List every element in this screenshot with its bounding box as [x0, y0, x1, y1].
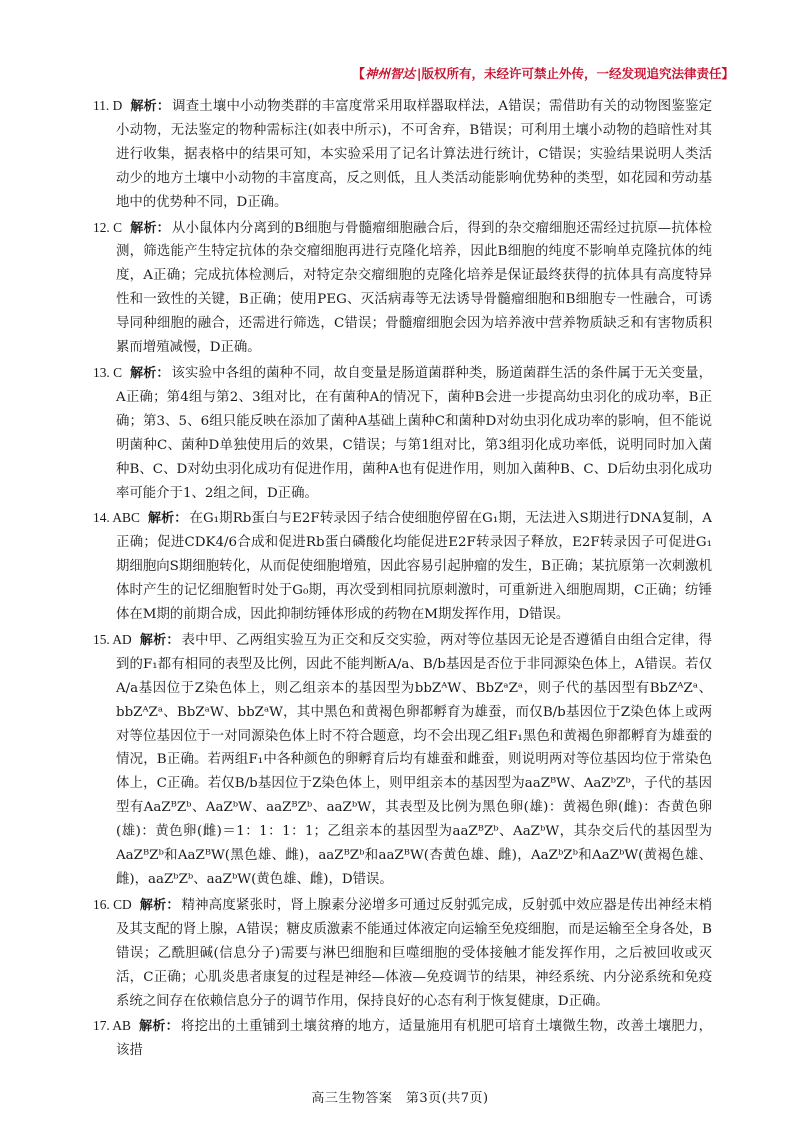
- answer-number: 17. AB: [93, 1018, 131, 1034]
- answer-item-14: [93, 506, 712, 627]
- answer-item-13: [93, 361, 712, 505]
- answer-number: 11. D: [93, 98, 123, 113]
- page-footer: 高三生物答案 第3页(共7页): [311, 1091, 489, 1106]
- logo-divider: |: [416, 66, 422, 81]
- analysis-text: 表中甲、乙两组实验互为正交和反交实验，两对等位基因无论是否遵循自由组合定律，得到的F₁都有相同的表型及比例，因此不能判断A/a、B/b基因是否位于非同源染色体上，A错误。若仅A/a基因位于Z染色体上，则乙组亲本的基因型为bbZᴬW、BbZᵃZᵃ，则子代的基因型有BbZᴬZᵃ、bbZᴬZᵃ、BbZᵃW、bbZᵃW，其中黑色和黄褐色卵都孵育为雄蚕，而仅B/b基因位于Z染色体上或两对等位基因位于一对同源染色体上时不符合题意，均不会出现乙组F₁黑色和黄褐色卵都孵育为雄蚕的情况，B正确。若两组F₁中各种颜色的卵孵育后均有雄蚕和雌蚕，则说明两对等位基因均位于常染色体上，C正确。若仅B/b基因位于Z染色体上，则甲组亲本的基因型为aaZᴮW、AaZᵇZᵇ，子代的基因型有AaZᴮZᵇ、AaZᵇW、aaZᴮZᵇ、aaZᵇW，其表型及比例为黑色卵(雄)：黄褐色卵(雌)：杏黄色卵(雄)：黄色卵(雌)＝1：1：1：1；乙组亲本的基因型为aaZᴮZᵇ、AaZᵇW，其杂交后代的基因型为AaZᴮZᵇ和AaZᴮW(黑色雄、雌)，aaZᴮZᵇ和aaZᴮW(杏黄色雄、雌)，AaZᵇZᵇ和AaZᵇW(黄褐色雄、雌)，aaZᵇZᵇ、aaZᵇW(黄色雄、雌)，D错误。: [116, 632, 712, 887]
- answer-number: 16. CD: [93, 896, 132, 912]
- answer-item-12: [93, 216, 712, 360]
- bracket-right: 】: [721, 66, 734, 81]
- analysis-label: 解析：: [147, 511, 188, 527]
- notice-text: 版权所有，未经许可禁止外传，一经发现追究法律责任: [421, 66, 722, 81]
- answer-item-17: [93, 1014, 712, 1063]
- answer-item-11: [93, 94, 712, 215]
- analysis-text: 精神高度紧张时，肾上腺素分泌增多可通过反射弧完成，反射弧中效应器是传出神经末梢及其支配的肾上腺，A错误；糖皮质激素不能通过体液定向运输至免疫细胞，而是运输至全身各处，B错误；乙酰胆碱(信息分子)需要与淋巴细胞和巨噬细胞的受体接触才能发挥作用，之后被回收或灭活，C正确；心肌炎患者康复的过程是神经—体液—免疫调节的结果，神经系统、内分泌系统和免疫系统之间存在依赖信息分子的调节作用，保持良好的心态有利于恢复健康，D正确。: [116, 897, 712, 1009]
- answer-number: 14. ABC: [93, 510, 140, 526]
- answer-item-15: [93, 628, 712, 892]
- analysis-text: 该实验中各组的菌种不同，故自变量是肠道菌群种类，肠道菌群生活的条件属于无关变量，A正确；第4组与第2、3组对比，在有菌种A的情况下，菌种B会进一步提高幼虫羽化的成功率，B正确；第3、5、6组只能反映在添加了菌种A基础上菌种C和菌种D对幼虫羽化成功率的影响，但不能说明菌种C、菌种D单独使用后的效果，C错误；与第1组对比，第3组羽化成功率低，说明同时加入菌种B、C、D对幼虫羽化成功有促进作用，菌种A也有促进作用，则加入菌种B、C、D后幼虫羽化成功率可能介于1、2组之间，D正确。: [116, 365, 712, 501]
- analysis-label: 解析：: [139, 897, 180, 913]
- answer-number: 15. AD: [93, 631, 132, 647]
- bracket-left: 【: [352, 66, 365, 81]
- answer-list: [93, 94, 712, 1064]
- analysis-label: 解析：: [130, 365, 170, 381]
- analysis-text: 调查土壤中小动物类群的丰富度常采用取样器取样法，A错误；需借助有关的动物图鉴鉴定小动物，无法鉴定的物种需标注(如表中所示)，不可舍弃，B错误；可利用土壤小动物的趋暗性对其进行收集，据表格中的结果可知，本实验采用了记名计算法进行统计，C错误；实验结果说明人类活动少的地方土壤中小动物的丰富度高，反之则低，且人类活动能影响优势种的类型，如花园和劳动基地中的优势种不同，D正确。: [116, 99, 712, 210]
- analysis-label: 解析：: [138, 1019, 179, 1035]
- answer-number: 12. C: [93, 219, 123, 235]
- copyright-notice: [352, 64, 734, 82]
- analysis-label: 解析：: [139, 632, 180, 648]
- analysis-text: 在G₁期Rb蛋白与E2F转录因子结合使细胞停留在G₁期，无法进入S期进行DNA复制，A正确；促进CDK4/6合成和促进Rb蛋白磷酸化均能促进E2F转录因子释放，E2F转录因子可促进G₁期细胞向S期细胞转化，从而促使细胞增殖，因此容易引起肿瘤的发生，B正确；某抗原第一次刺激机体时产生的记忆细胞暂时处于G₀期，再次受到相同抗原刺激时，可重新进入细胞周期，C正确；纺锤体在M期的前期合成，因此抑制纺锤体形成的药物在M期发挥作用，D错误。: [116, 511, 712, 623]
- answer-item-16: [93, 893, 712, 1014]
- analysis-label: 解析：: [130, 220, 170, 236]
- analysis-text: 从小鼠体内分离到的B细胞与骨髓瘤细胞融合后，得到的杂交瘤细胞还需经过抗原—抗体检测，筛选能产生特定抗体的杂交瘤细胞再进行克隆化培养，因此B细胞的纯度不影响单克隆抗体的纯度，A正确；完成抗体检测后，对特定杂交瘤细胞的克隆化培养是保证最终获得的抗体具有高度特异性和一致性的关键，B正确；使用PEG、灭活病毒等无法诱导骨髓瘤细胞和B细胞专一性融合，可诱导同种细胞的融合，还需进行筛选，C错误；骨髓瘤细胞会因为培养液中营养物质缺乏和有害物质积累而增殖减慢，D正确。: [116, 220, 712, 356]
- analysis-text: 将挖出的土重铺到土壤贫瘠的地方，适量施用有机肥可培育土壤微生物，改善土壤肥力，该措: [116, 1019, 712, 1059]
- analysis-label: 解析：: [130, 99, 171, 114]
- answer-number: 13. C: [93, 364, 123, 380]
- publisher-logo: 神州智达: [364, 66, 415, 81]
